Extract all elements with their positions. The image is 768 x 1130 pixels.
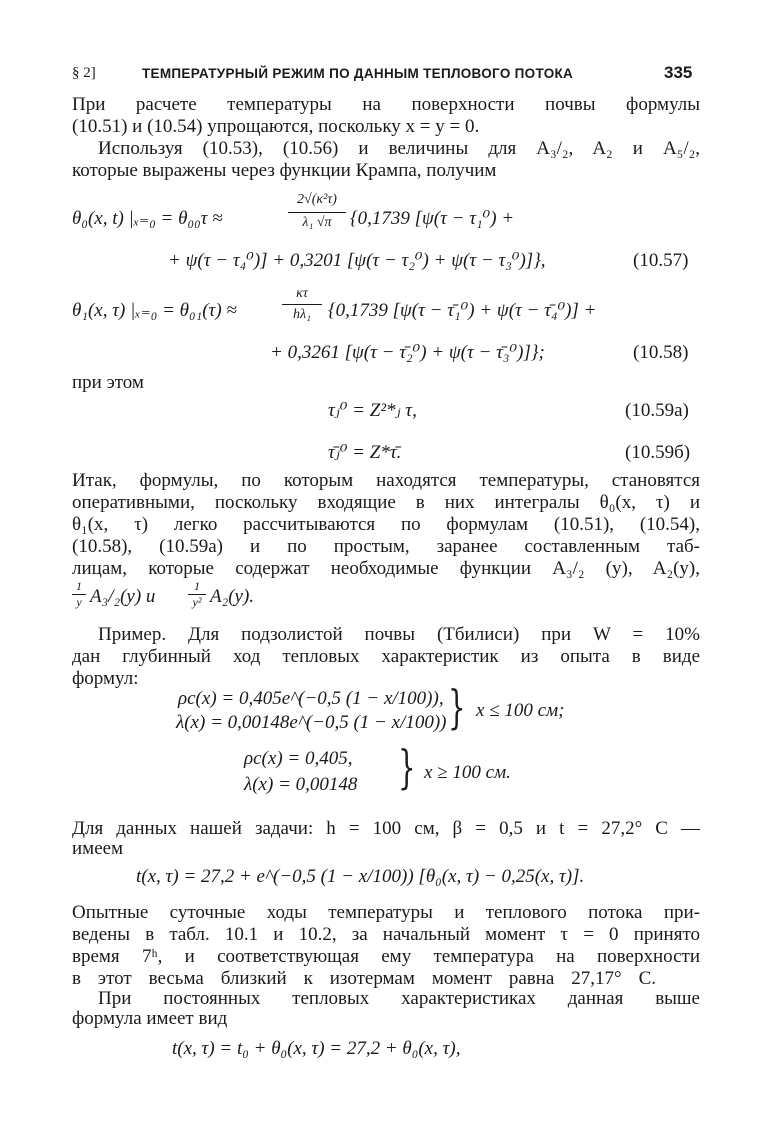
system2-row2: λ(x) = 0,00148: [244, 774, 358, 795]
para5-line1: Для данных нашей задачи: h = 100 см, β = 0,5 и t = 27,2° C —: [72, 818, 700, 839]
eq1058-frac-bar: [282, 304, 322, 305]
para7-line2: формула имеет вид: [72, 1008, 228, 1029]
para4-line2: дан глубинный ход тепловых характеристик из опыта в виде: [72, 646, 700, 667]
para6-line3: время 7ʰ, и соответствующая ему температура на поверхности: [72, 946, 700, 967]
eq1057-frac-den: λ₁ √π: [302, 215, 332, 230]
para3-line5: лицам, которые содержат необходимые функции A₃/₂ (y), A₂(y),: [72, 558, 700, 579]
eq-temperature: t(x, τ) = 27,2 + e^(−0,5 (1 − x/100)) [θ₀(x, τ) − 0,25(x, τ)].: [136, 866, 585, 887]
eq-constant-characteristics: t(x, τ) = t₀ + θ₀(x, τ) = 27,2 + θ₀(x, τ),: [172, 1038, 461, 1059]
eq1057-frac-bar: [288, 212, 346, 213]
para4-line1: Пример. Для подзолистой почвы (Тбилиси) при W = 10%: [98, 624, 700, 645]
eq1059b-number: (10.59б): [625, 442, 691, 463]
para3-line4: (10.58), (10.59а) и по простым, заранее составленным таб-: [72, 536, 700, 557]
system2-condition: x ≥ 100 см.: [424, 762, 511, 783]
eq1058-rhs1: {0,1739 [ψ(τ − τ̄₁⁰) + ψ(τ − τ̄₄⁰)] +: [328, 300, 597, 321]
para3-line3: θ₁(x, τ) легко рассчитываются по формулам (10.51), (10.54),: [72, 514, 700, 535]
eq1058-frac-den: hλ₁: [293, 307, 311, 322]
system1-row1: ρc(x) = 0,405e^(−0,5 (1 − x/100)),: [178, 688, 444, 709]
para4-line3: формул:: [72, 668, 139, 689]
para2-line1: Используя (10.53), (10.56) и величины для A₃/₂, A₂ и A₅/₂,: [98, 138, 700, 159]
para3-line1: Итак, формулы, по которым находятся температуры, становятся: [72, 470, 700, 491]
para1-line2: (10.51) и (10.54) упрощаются, поскольку x = y = 0.: [72, 116, 480, 137]
eq1059a-number: (10.59а): [625, 400, 689, 421]
running-title: ТЕМПЕРАТУРНЫЙ РЕЖИМ ПО ДАННЫМ ТЕПЛОВОГО ПОТОКА: [142, 66, 574, 81]
eq1057-rhs1: {0,1739 [ψ(τ − τ₁⁰) +: [350, 208, 515, 229]
system1-condition: x ≤ 100 см;: [476, 700, 565, 721]
system1-brace: }: [448, 680, 466, 734]
system2-row1: ρc(x) = 0,405,: [244, 748, 353, 769]
frac-1-over-y-num: 1: [76, 579, 82, 593]
eq1057-number: (10.57): [633, 250, 689, 271]
system1-row2: λ(x) = 0,00148e^(−0,5 (1 − x/100)): [176, 712, 447, 733]
section-marker: § 2]: [72, 65, 96, 81]
pri-etom: при этом: [72, 372, 144, 393]
para6-line1: Опытные суточные ходы температуры и теплового потока при-: [72, 902, 700, 923]
frac-1-over-y2-den: y²: [192, 595, 202, 609]
frac-1-over-y-den: y: [76, 595, 82, 609]
para7-line1: При постоянных тепловых характеристиках данная выше: [98, 988, 700, 1009]
eq1057-lhs: θ₀(x, t) |ₓ₌₀ = θ₀₀τ ≈: [72, 208, 223, 229]
system2-brace: }: [398, 740, 416, 794]
eq1058-rhs2: + 0,3261 [ψ(τ − τ̄₂⁰) + ψ(τ − τ̄₃⁰)]};: [270, 342, 545, 363]
para6-line2: ведены в табл. 10.1 и 10.2, за начальный момент τ = 0 принято: [72, 924, 700, 945]
page-number: 335: [664, 63, 693, 82]
eq1059b: τ̄ⱼ⁰ = Z*τ̄.: [328, 442, 402, 463]
para3-line6a: A₃/₂(y) и: [90, 586, 156, 607]
frac-1-over-y2-num: 1: [194, 579, 200, 593]
para1-line1: При расчете температуры на поверхности почвы формулы: [72, 94, 700, 115]
para3-line2: оперативными, поскольку входящие в них интегралы θ₀(x, τ) и: [72, 492, 700, 513]
eq1058-lhs: θ₁(x, τ) |ₓ₌₀ = θ₀₁(τ) ≈: [72, 300, 237, 321]
eq1057-rhs2: + ψ(τ − τ₄⁰)] + 0,3201 [ψ(τ − τ₂⁰) + ψ(τ − τ₃⁰)]},: [168, 250, 546, 271]
eq1057-frac-num: 2√(κ²τ): [297, 192, 337, 207]
para2-line2: которые выражены через функции Крампа, получим: [72, 160, 497, 181]
para6-line4: в этот весьма близкий к изотермам момент равна 27,17° C.: [72, 968, 656, 989]
eq1058-number: (10.58): [633, 342, 689, 363]
para5-line2: имеем: [72, 838, 124, 859]
eq1059a: τⱼ⁰ = Z²*ⱼ τ,: [328, 400, 417, 421]
eq1058-frac-num: κτ: [296, 286, 308, 301]
para3-line6b: A₂(y).: [210, 586, 255, 607]
